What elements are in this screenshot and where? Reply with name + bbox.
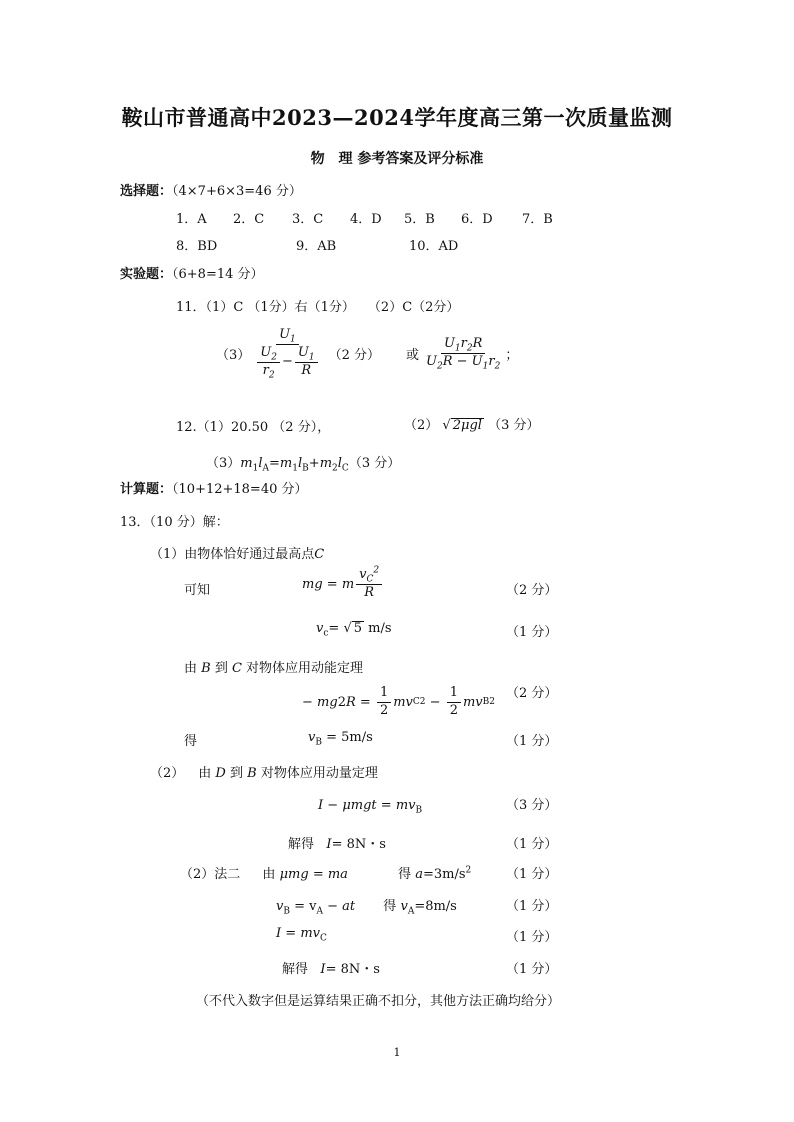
q13-part1-step <box>184 657 363 676</box>
de-label: 得 <box>184 734 198 749</box>
q13-part1-intro-text: （1）由物体恰好通过最高点 <box>150 547 315 562</box>
solve-1-label: 解得 <box>288 837 315 852</box>
alt-method-line-3: $I = mv_C$ <box>276 926 327 944</box>
experiment-label: 实验题： <box>120 267 173 282</box>
calc-section-heading <box>120 478 308 497</box>
answer-10: 10．AD <box>409 239 459 254</box>
q13-part2-intro <box>150 762 378 781</box>
answer-5: 5．B <box>404 212 435 227</box>
answer-9: 9．AB <box>296 239 337 254</box>
answer-7: 7．B <box>522 212 553 227</box>
equation-2-eq: = <box>328 621 344 636</box>
q11-part3-score: （2 分） <box>328 347 380 363</box>
calc-points: （10+12+18=40 分） <box>172 482 308 497</box>
choice-section-heading <box>120 180 302 199</box>
q13-part1-intro <box>150 543 324 562</box>
q11-part3-label: （3） <box>216 347 251 363</box>
equation-4-value: = 5m/s <box>321 730 373 745</box>
equation-2-root: 5 <box>353 621 363 636</box>
q12-part-2: （2） √ 2μgl （3 分） <box>404 418 540 433</box>
answer-6: 6．D <box>461 212 493 227</box>
alt-method-line-1: （2）法二 由 μmg = ma 得 $a=3m/s^2$ <box>180 865 472 882</box>
equation-2-score: （1 分） <box>506 625 558 640</box>
q13-part2-post: 对物体应用动量定理 <box>256 766 378 781</box>
page-number: 1 <box>393 1046 401 1059</box>
q13-part2-label: （2） <box>150 766 185 781</box>
q11-line-1: 11．（1）C （1分）右（1分） （2）C（2分） <box>176 300 460 315</box>
alt-method-line-2: $v_B = v_A$ − at 得 $v_A=8m/s$ <box>276 899 457 917</box>
q12-part2-expr: 2μgl <box>452 418 482 433</box>
q13-heading: 13．（10 分）解： <box>120 515 229 530</box>
equation-5: $I - \mu mgt = mv_B$ <box>318 798 423 816</box>
page-subtitle: 物 理 参考答案及评分标准 <box>310 151 484 167</box>
grading-note: （不代入数字但是运算结果正确不扣分，其他方法正确均给分） <box>196 994 561 1009</box>
equation-1-score: （2 分） <box>506 583 558 598</box>
answer-8: 8．BD <box>176 239 218 254</box>
solve-2-value: = 8N・s <box>325 962 380 977</box>
experiment-section-heading <box>120 263 264 282</box>
step-pre: 由 <box>184 661 202 676</box>
equation-5-score: （3 分） <box>506 798 558 813</box>
alt-eq1-de: 得 <box>398 867 412 882</box>
equation-2: $v_c=$ √ 5 m/s <box>316 621 392 639</box>
equation-3: − mg 2 R = $\frac{1}{2}$ mv C 2 − $\frac{1}{2}$ mv B 2 <box>302 685 495 718</box>
q13-part1-intro-var: C <box>314 547 325 562</box>
equation-3-score: （2 分） <box>506 686 558 701</box>
solve-2-label: 解得 <box>282 962 309 977</box>
q12-part-1: 12.（1）20.50 （2 分）， <box>176 420 331 435</box>
alt-eq2-score: （1 分） <box>506 899 558 914</box>
page-title: 鞍山市普通高中2023—2024学年度高三第一次质量监测 <box>121 105 673 130</box>
q13-part2-pre: 由 <box>198 766 216 781</box>
solve-1-score: （1 分） <box>506 837 558 852</box>
step-point-b: B <box>201 661 211 676</box>
q13-part2-point-b: B <box>247 766 257 781</box>
solve-1-value: = 8N・s <box>331 837 386 852</box>
q13-part2-point-d: D <box>215 766 226 781</box>
alt-eq1-result: =3m/s <box>423 867 466 882</box>
choice-label: 选择题： <box>120 184 173 199</box>
alt-eq2-result: =8m/s <box>414 899 457 914</box>
equation-4: $v_B = 5m/s$ <box>308 730 373 748</box>
q12-part3-score: （3 分） <box>348 456 401 471</box>
answer-1: 1．A <box>176 212 207 227</box>
calc-label: 计算题： <box>120 482 173 497</box>
answer-2: 2．C <box>233 212 265 227</box>
answer-3: 3．C <box>292 212 324 227</box>
q11-compound-fraction: $U_1$ $\frac{U_2}{r_2}$ − $\frac{U_1}{R}$ <box>252 328 322 379</box>
alt-you: 由 <box>262 867 276 882</box>
step-point-c: C <box>231 661 242 676</box>
alt-label: （2）法二 <box>180 867 241 882</box>
equation-2-unit: m/s <box>364 621 392 636</box>
q11-part-3: （3） $U_1$ $\frac{U_2}{r_2}$ − $\frac{U_1}{R}$ （2 分） 或 $\frac{U_1r_2R}{U_2R - U_1r_2}$ ； <box>216 327 519 381</box>
choice-points: （4×7+6×3=46 分） <box>172 184 302 199</box>
solve-2: 解得 I= 8N・s <box>282 962 380 977</box>
step-post: 对物体应用动能定理 <box>241 661 364 676</box>
q11-alt-fraction: $\frac{U_1r_2R}{U_2R - U_1r_2}$ <box>426 335 501 372</box>
alt-eq2-de: 得 <box>383 899 397 914</box>
q12-part2-score: （3 分） <box>488 418 540 433</box>
equation-1: mg = m $\frac{v_C^2}{R}$ <box>302 568 384 601</box>
experiment-points: （6+8=14 分） <box>172 267 264 282</box>
step-mid: 到 <box>210 661 232 676</box>
q11-or: 或 <box>406 347 420 363</box>
alt-eq3-score: （1 分） <box>506 930 558 945</box>
alt-eq1-score: （1 分） <box>506 867 558 882</box>
solve-2-score: （1 分） <box>506 962 558 977</box>
q12-part2-label: （2） <box>404 418 439 433</box>
q12-part-3: $(3)m_1l_A=m_1l_B+m_2l_C(3$ 分） <box>206 456 401 474</box>
answer-4: 4．D <box>350 212 382 227</box>
kezhi-label: 可知 <box>184 583 211 598</box>
solve-1: 解得 I= 8N・s <box>288 837 386 852</box>
equation-4-score: （1 分） <box>506 734 558 749</box>
q13-part2-mid: 到 <box>225 766 248 781</box>
